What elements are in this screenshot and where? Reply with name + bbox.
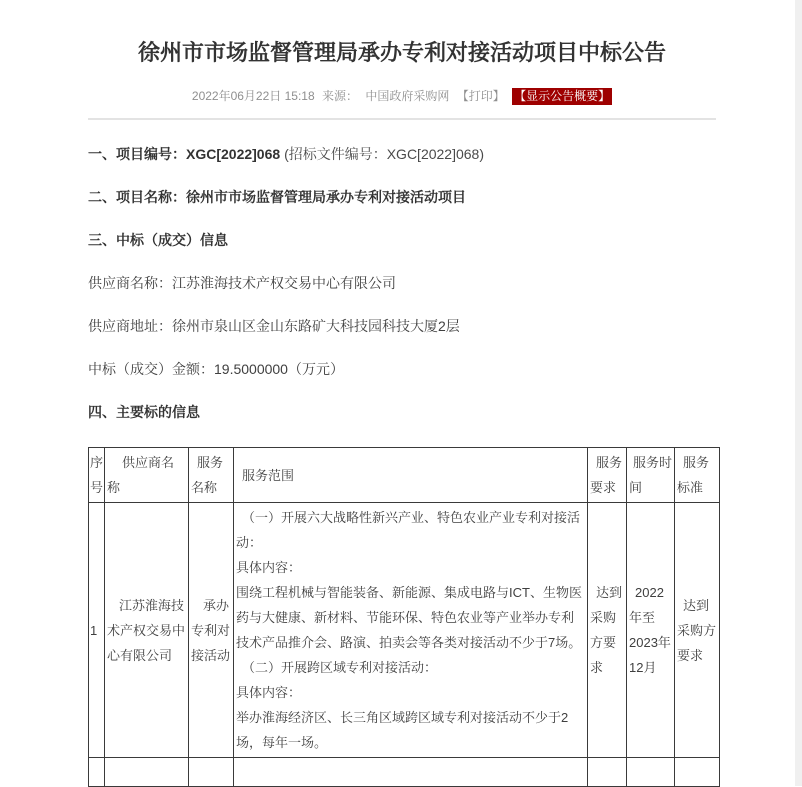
- header-divider: [88, 118, 716, 120]
- col-header-requirement: 服务要求: [588, 448, 627, 503]
- award-amount-line: 中标（成交）金额：19.5000000（万元）: [88, 361, 344, 377]
- cell-service-name: [189, 503, 234, 758]
- col-header-scope: 服务范围: [234, 448, 588, 503]
- project-number-value: XGC[2022]068: [186, 146, 281, 162]
- table-row-empty: [89, 758, 720, 787]
- col-header-index: 序号: [89, 448, 105, 503]
- scope-paragraph: （一）开展六大战略性新兴产业、特色农业产业专利对接活动：: [236, 510, 581, 550]
- publish-datetime: 2022年06月22日 15:18: [191, 89, 315, 103]
- time-text: 2022年至2023年12月: [629, 585, 671, 675]
- table-cell-empty: [588, 758, 627, 787]
- cell-index: 1: [89, 503, 105, 758]
- main-subject-table: [88, 447, 720, 787]
- col-header-service-name: 服务名称: [189, 448, 234, 503]
- tender-doc-number: (招标文件编号：XGC[2022]068): [284, 146, 485, 162]
- cell-requirement: [588, 503, 627, 758]
- section-project-name: 二、项目名称：徐州市市场监督管理局承办专利对接活动项目: [88, 189, 466, 205]
- section-project-number: [88, 146, 716, 162]
- scrollbar-track[interactable]: [795, 0, 802, 786]
- table-cell-empty: [675, 758, 720, 787]
- supplier-address-line: 供应商地址：徐州市泉山区金山东路矿大科技园科技大厦2层: [88, 318, 460, 334]
- col-header-time: 服务时间: [627, 448, 675, 503]
- standard-text: 达到采购方要求: [677, 597, 717, 663]
- table-cell-empty: [627, 758, 675, 787]
- scope-paragraph: 举办淮海经济区、长三角区域跨区域专利对接活动不少于2场，每年一场。: [236, 710, 569, 750]
- supplier-text: 江苏淮海技术产权交易中心有限公司: [107, 597, 186, 663]
- table-cell-empty: [89, 758, 105, 787]
- table-header-row: [89, 448, 720, 503]
- scope-paragraph: 具体内容：: [236, 685, 302, 700]
- col-header-supplier: 供应商名称: [105, 448, 189, 503]
- scope-paragraph: （二）开展跨区域专利对接活动：: [242, 660, 438, 675]
- scope-paragraph: 具体内容：: [236, 560, 302, 575]
- service-name-text: 承办专利对接活动: [191, 597, 231, 663]
- page-title: 徐州市市场监督管理局承办专利对接活动项目中标公告: [137, 40, 666, 65]
- announcement-body: [88, 146, 716, 420]
- cell-time: [627, 503, 675, 758]
- source-name[interactable]: 中国政府采购网: [365, 89, 450, 103]
- table-cell-empty: [189, 758, 234, 787]
- cell-scope: [234, 503, 588, 758]
- section-main-subject: 四、主要标的信息: [88, 404, 200, 420]
- scope-paragraph: 围绕工程机械与智能装备、新能源、集成电路与ICT、生物医药与大健康、新材料、节能环保、特色农业等产业举办专利技术产品推介会、路演、拍卖会等各类对接活动不少于7场。: [236, 585, 582, 650]
- table-cell-empty: [105, 758, 189, 787]
- announcement-page: [88, 0, 716, 787]
- supplier-name-line: 供应商名称：江苏淮海技术产权交易中心有限公司: [88, 275, 396, 291]
- table-cell-empty: [234, 758, 588, 787]
- source-label: 来源：: [322, 89, 359, 103]
- col-header-standard: 服务标准: [675, 448, 720, 503]
- project-number-label: 一、项目编号：: [88, 146, 186, 162]
- requirement-text: 达到采购方要求: [590, 585, 623, 675]
- show-summary-button[interactable]: 【显示公告概要】: [514, 89, 611, 103]
- table-row: [89, 503, 720, 758]
- meta-line: [88, 89, 716, 104]
- cell-standard: [675, 503, 720, 758]
- cell-supplier: [105, 503, 189, 758]
- section-award-info: 三、中标（成交）信息: [88, 232, 228, 248]
- print-button[interactable]: 【打印】: [456, 89, 505, 103]
